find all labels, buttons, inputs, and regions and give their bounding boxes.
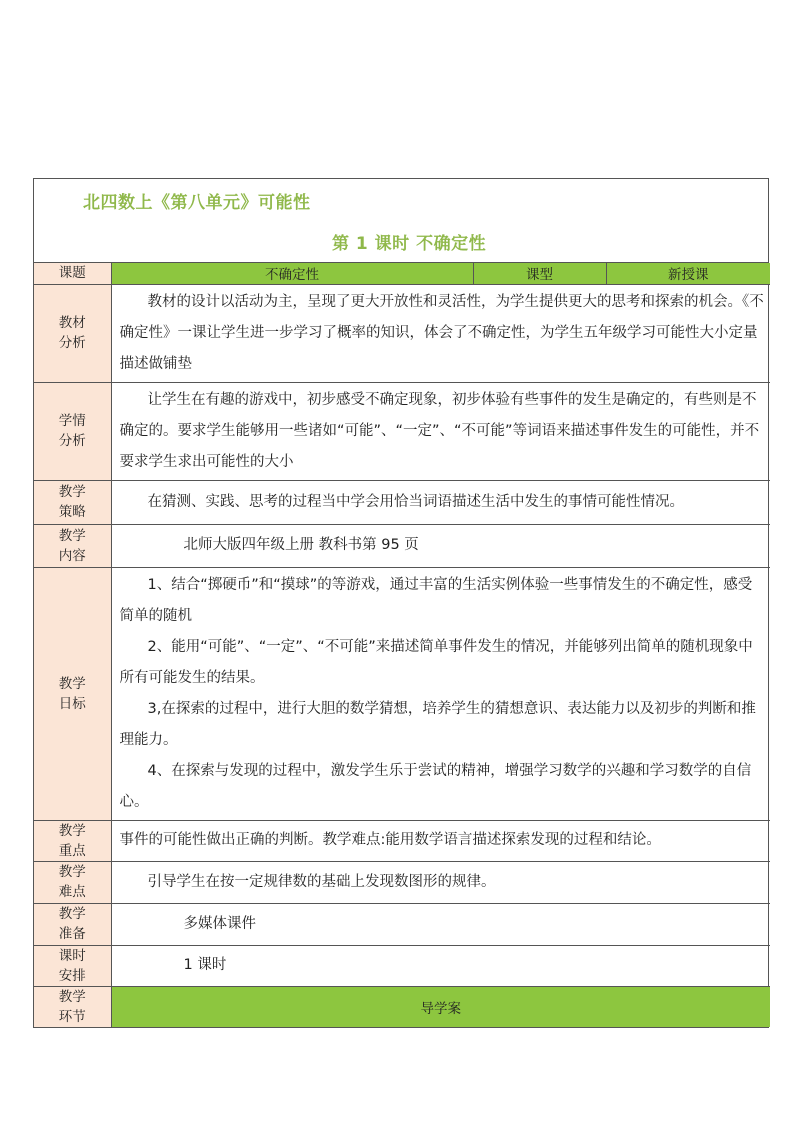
row-preparation	[34, 903, 770, 945]
row-difficulty	[34, 861, 770, 903]
lesson-subtitle: 第 1 课时 不确定性	[332, 234, 487, 254]
stage-banner: 导学案	[111, 986, 770, 1027]
row-goals	[34, 567, 770, 820]
row-label: 教学 准备	[34, 903, 111, 945]
row-label: 教学 环节	[34, 986, 111, 1027]
goal-item: 1、结合“掷硬币”和“摸球”的等游戏，通过丰富的生活实例体验一些事情发生的不确定性，感受简单的随机	[119, 576, 753, 624]
document-header	[34, 179, 768, 263]
row-text: 让学生在有趣的游戏中，初步感受不确定现象，初步体验有些事件的发生是确定的，有些则是不确定的。要求学生能够用一些诸如“可能”、“一定”、“不可能”等词语来描述事件发生的可能性，并不要求学生求出可能性的大小	[111, 382, 770, 480]
row-material	[34, 284, 770, 382]
row-label: 教学 策略	[34, 480, 111, 524]
course-type-value: 新授课	[606, 263, 770, 284]
row-label: 学情 分析	[34, 382, 111, 480]
row-text: 事件的可能性做出正确的判断。教学难点:能用数学语言描述探索发现的过程和结论。	[111, 820, 770, 861]
row-label: 教学 重点	[34, 820, 111, 861]
document-title: 北四数上《第八单元》可能性	[83, 193, 311, 213]
course-label: 课题	[34, 263, 111, 284]
row-label: 课时 安排	[34, 945, 111, 986]
goal-item: 4、在探索与发现的过程中，激发学生乐于尝试的精神，增强学习数学的兴趣和学习数学的自信心。	[119, 762, 752, 810]
row-text: 引导学生在按一定规律数的基础上发现数图形的规律。	[111, 861, 770, 903]
row-label: 教学 难点	[34, 861, 111, 903]
row-key-points	[34, 820, 770, 861]
row-strategy	[34, 480, 770, 524]
row-schedule	[34, 945, 770, 986]
goal-item: 2、能用“可能”、“一定”、“不可能”来描述简单事件发生的情况，并能够列出简单的随机现象中所有可能发生的结果。	[119, 638, 753, 686]
row-text: 1 课时	[111, 945, 770, 986]
lesson-plan-table	[33, 178, 769, 1028]
row-label: 教学 内容	[34, 524, 111, 567]
course-row	[34, 263, 770, 284]
lesson-table	[34, 263, 770, 1027]
course-topic: 不确定性	[111, 263, 473, 284]
row-stage	[34, 986, 770, 1027]
course-type-label: 课型	[473, 263, 606, 284]
row-label: 教材 分析	[34, 284, 111, 382]
row-text: 教材的设计以活动为主，呈现了更大开放性和灵活性，为学生提供更大的思考和探索的机会。《不确定性》一课让学生进一步学习了概率的知识，体会了不确定性，为学生五年级学习可能性大小定量描述做铺垫	[111, 284, 770, 382]
row-students	[34, 382, 770, 480]
row-label: 教学 日标	[34, 567, 111, 820]
row-content	[34, 524, 770, 567]
goal-item: 3,在探索的过程中，进行大胆的数学猜想，培养学生的猜想意识、表达能力以及初步的判断和推理能力。	[119, 700, 756, 748]
goals-list	[111, 567, 770, 820]
row-text: 北师大版四年级上册 教科书第 95 页	[111, 524, 770, 567]
row-text: 多媒体课件	[111, 903, 770, 945]
row-text: 在猜测、实践、思考的过程当中学会用恰当词语描述生活中发生的事情可能性情况。	[111, 480, 770, 524]
